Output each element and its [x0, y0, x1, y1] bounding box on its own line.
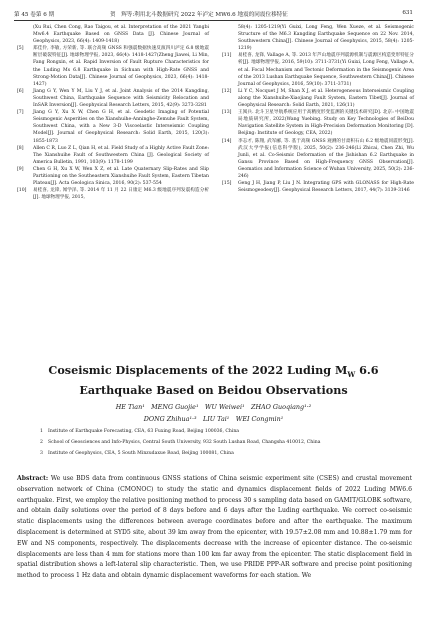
reference-item: [10] 易桂喜, 龙锋, 闻学泽, 等. 2014 年 11 月 22 日康定 M6.3 级地震序列发震构造分析[J]. 地球物理学报, 2015,: [17, 188, 209, 201]
authors-line2: DONG Zhihua¹·³ LIU Tai¹ WEI Congmin¹: [143, 415, 284, 423]
reference-item: [9] Chen G H, Xu X W, Wen X Z, et al. Late Quaternary Slip-Rates and Slip Partitioning on the Southeastern Xianshuihe Fault System, Eastern Tibetan Plateau[J]. Acta Geologica Sinica, 2016, 90(2): 537-554: [17, 166, 209, 187]
english-title-line1: Coseismic Displacements of the 2022 Luding $M_W$ 6.6: [48, 363, 379, 380]
authors-line1: HE Tian¹ MENG Guojie¹ WU Weiwei¹ ZHAO Guoqiang¹·²: [115, 403, 312, 411]
reference-item: [14] 李志才, 陈翔, 武军郦, 等. 基于高频 GNSS 观测的甘肃积石山 6.2 级地震同震形变[J]. 武汉大学学报(信息科学版), 2025, 50(2): 236-246(Li Zhicai, Chen Zhi, Wu Junli, et al. Co-Seismic Deformation of the Jishishan 6.2 Earthquake in Gansu Province Based on High-Frequency GNSS Observation[J]. Geomatics and Information Science of Wuhan University, 2025, 50(2): 236-246): [222, 138, 414, 179]
reference-item: [12] Li Y C, Nocquet J M, Shan X J, et al. Heterogeneous Interseismic Coupling along the Xianshuihe-Xiaojiang Fault System, Eastern Tibet[J]. Journal of Geophysical Research: Solid Earth, 2021, 126(11): [222, 88, 414, 109]
reference-item: [15] Geng J H, Jiang P, Liu J N. Integrating GPS with GLONASS for High-Rate Seismogeodesy[J]. Geophysical Research Letters, 2017, 44(7): 3139-3146: [222, 181, 414, 194]
abstract-label: Abstract:: [17, 475, 49, 482]
reference-item: [6] Jiang G Y, Wen Y M, Liu Y J, et al. Joint Analysis of the 2014 Kangding, Southwest China, Earthquake Sequence with Seismicity Relocation and InSAR Inversion[J]. Geophysical Research Letters, 2015, 42(9): 3273-3281: [17, 88, 209, 109]
running-header: [14, 8, 413, 20]
journal-volume: 第 45 卷第 6 期: [14, 12, 55, 18]
affiliations: [40, 428, 400, 457]
english-title-line2: Earthquake Based on Beidou Observations: [79, 383, 348, 397]
affiliation-item: 1 Institute of Earthquake Forecasting, CEA, 63 Fuxing Road, Beijing 100036, China: [40, 429, 240, 434]
reference-item: [7] Jiang G Y, Xu X W, Chen G H, et al. Geodetic Imaging of Potential Seismogenic Asperities on the Xianshuihe-Anninghe-Zemuhe Fault System, Southwest China, with a New 3-D Viscoelastic Interseismic Coupling Model[J]. Journal of Geophysical Research: Solid Earth, 2015, 120(3): 1855-1873: [17, 110, 209, 144]
reference-item: [8] Allen C R, Luo Z L, Qian H, et al. Field Study of a Highly Active Fault Zone: The Xianshuihe Fault of Southwestern China [J]. Geological Society of America Bulletin, 1991, 103(9): 1178-1199: [17, 145, 209, 165]
references-right-column: [222, 24, 414, 194]
references-left-column: [17, 24, 209, 201]
reference-item: [13] 王阅兵. 北斗卫星导航系统应用于高精度形变监测的关键技术研究[D]. 北京: 中国地震局地质研究所, 2022(Wang Yuebing. Study on Key Technologies of BeiDou Navigation Satellite System in High-Precision Deformation Monitoring [D]. Beijing: Institute of Geology, CEA, 2022): [222, 110, 414, 137]
abstract-text: We use BDS data from continuous GNSS stations of China seismic experiment site (CSES) and crustal movement observation network of China (CMONOC) to study the static and dynamics displacement fields of 2022 Luding MW6.6 earthquake. First, we employ the relative positioning method to process 30 s sampling data based on GAMIT/GLOBK software, and obtain daily solutions over the period of 8 days before and 6 days after the Luding earthquake. We correct co-seismic static displacements using the differences between average coordinates before and after the earthquake. The maximum displacement is determined at SYD5 site, about 39 km away from the epicenter, with 19.57±2.08 mm and 10.88±1.79 mm for EW and NS components, respectively. The displacements decrease with the increase of epicenter distance. The co-seismic displacements are less than 4 mm for stations more than 100 km far away from the epicenter. The static displacement field in spatial distribution shows a left-lateral slip characteristic. Then, we use PRIDE PPP-AR software and precise point positioning method to process 1 Hz data and obtain dynamic displacement waveforms for each station. We: [17, 475, 413, 580]
header-rule: [14, 20, 413, 21]
affiliation-item: 3 Institute of Geophysics, CEA, 5 South Minzudaxue Road, Beijing 100081, China: [40, 451, 234, 456]
title-subscript: W: [347, 370, 356, 380]
reference-item: 58(4): 1205-1219(Yi Guixi, Long Feng, Wen Xueze, et al. Seismogenic Structure of the M6.3 Kangding Earthquake Sequence on 22 Nov. 2014, Southwestern China[J]. Chinese Journal of Geophysics, 2015, 58(4): 1205-1219): [238, 25, 414, 52]
abstract: [17, 474, 412, 582]
page-number: 631: [402, 10, 413, 16]
reference-item: (Xu Rui, Chen Cong, Rao Taigou, et al. Interpretation of the 2021 Yangbi Mw6.4 Earthquake Based on GNSS Data [J]. Chinese Journal of Geophysics, 2023, 66(4): 1409-1418): [33, 25, 209, 45]
affiliation-item: 2 School of Geosciences and Info-Physics, Central South University, 932 South Lushan Road, Changsha 410012, China: [40, 440, 321, 445]
reference-item: [11] 易桂喜, 龙锋, Vallage A, 等. 2013 年芦山地震序列震源机制与震源区构造变形特征分析[J]. 地球物理学报, 2016, 59(10): 3711-3731(Yi Guixi, Long Feng, Vallage A, et al. Focal Mechanism and Tectonic Deformation in the Seismogenic Area of the 2013 Lushan Earthquake Sequence, Southwestern China[J]. Chinese Journal of Geophysics, 2016, 59(10): 3711-3731): [222, 53, 414, 87]
reference-item: [5] 郑佳伶, 李敏, 方荣新, 等. 联合高频 GNSS 和强震数据快速反演四川泸定 6.8 级地震断层破裂特征[J]. 地球物理学报, 2023, 66(4): 1418-1427(Zheng Jiawei, Li Min, Fang Rongxin, et al. Rapid Inversion of Fault Rupture Characteristics for the Luding Ms 6.8 Earthquake in Sichuan with High-Rate GNSS and Strong-Motion Data[J]. Chinese Journal of Geophysics, 2023, 66(4): 1418-1427): [17, 46, 209, 87]
running-title: 贺 辉等:利用北斗数据研究 2022 年泸定 MW6.6 地震的同震位移特征: [110, 12, 288, 18]
